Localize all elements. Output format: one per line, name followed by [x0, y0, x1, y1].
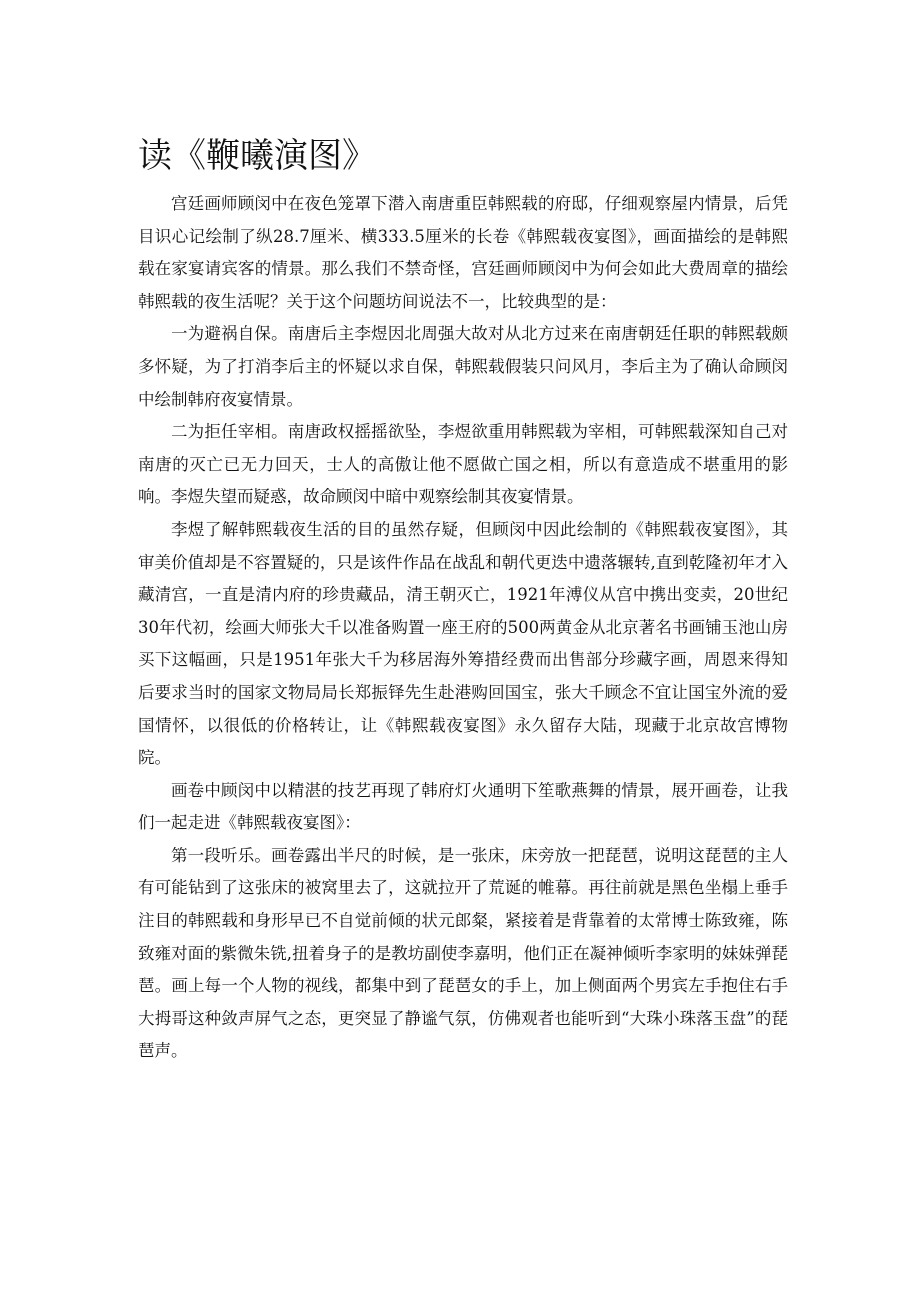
document-title: 读《鞭曦演图》	[138, 136, 376, 176]
paragraph: 李煜了解韩熙载夜生活的目的虽然存疑，但顾闵中因此绘制的《韩熙载夜宴图》，其审美价值却是不容置疑的，只是该件作品在战乱和朝代更迭中遗落辗转,直到乾隆初年才入藏清宫，一直是清内府的珍贵藏品，清王朝灭亡，1921年溥仪从宫中携出变卖，20世纪30年代初，绘画大师张大千以准备购置一座王府的500两黄金从北京著名书画铺玉池山房买下这幅画，只是1951年张大千为移居海外筹措经费而出售部分珍藏字画，周恩来得知后要求当时的国家文物局局长郑振铎先生赴港购回国宝，张大千顾念不宜让国宝外流的爱国情怀，以很低的价格转让，让《韩熙载夜宴图》永久留存大陆，现藏于北京故宫博物院。	[138, 519, 788, 768]
paragraph: 一为避祸自保。南唐后主李煜因北周强大故对从北方过来在南唐朝廷任职的韩熙载颇多怀疑，为了打消李后主的怀疑以求自保，韩熙载假装只问风月，李后主为了确认命顾闵中绘制韩府夜宴情景。	[138, 324, 788, 409]
paragraph: 第一段听乐。画卷露出半尺的时候，是一张床，床旁放一把琵琶，说明这琵琶的主人有可能钻到了这张床的被窝里去了，这就拉开了荒诞的帷幕。再往前就是黑色坐榻上垂手注目的韩熙载和身形早已不自觉前倾的状元郎粲，紧接着是背靠着的太常博士陈致雍，陈致雍对面的紫微朱铣,扭着身子的是教坊副使李嘉明，他们正在凝神倾听李家明的妹妹弹琵琶。画上每一个人物的视线，都集中到了琵琶女的手上，加上侧面两个男宾左手抱住右手大拇哥这种敛声屏气之态，更突显了静谧气氛，仿佛观者也能听到“大珠小珠落玉盘”的琵琶声。	[138, 845, 788, 1061]
document-body	[138, 188, 788, 1068]
paragraph: 二为拒任宰相。南唐政权摇摇欲坠，李煜欲重用韩熙载为宰相，可韩熙载深知自己对南唐的灭亡已无力回天，士人的高傲让他不愿做亡国之相，所以有意造成不堪重用的影响。李煜失望而疑惑，故命顾闵中暗中观察绘制其夜宴情景。	[138, 422, 788, 507]
paragraph: 画卷中顾闵中以精湛的技艺再现了韩府灯火通明下笙歌燕舞的情景，展开画卷，让我们一起走进《韩熙载夜宴图》：	[138, 780, 788, 833]
paragraph: 宫廷画师顾闵中在夜色笼罩下潜入南唐重臣韩熙载的府邸，仔细观察屋内情景，后凭目识心记绘制了纵28.7厘米、横333.5厘米的长卷《韩熙载夜宴图》，画面描绘的是韩熙载在家宴请宾客的情景。那么我们不禁奇怪，宫廷画师顾闵中为何会如此大费周章的描绘韩熙载的夜生活呢？关于这个问题坊间说法不一，比较典型的是：	[138, 194, 788, 311]
